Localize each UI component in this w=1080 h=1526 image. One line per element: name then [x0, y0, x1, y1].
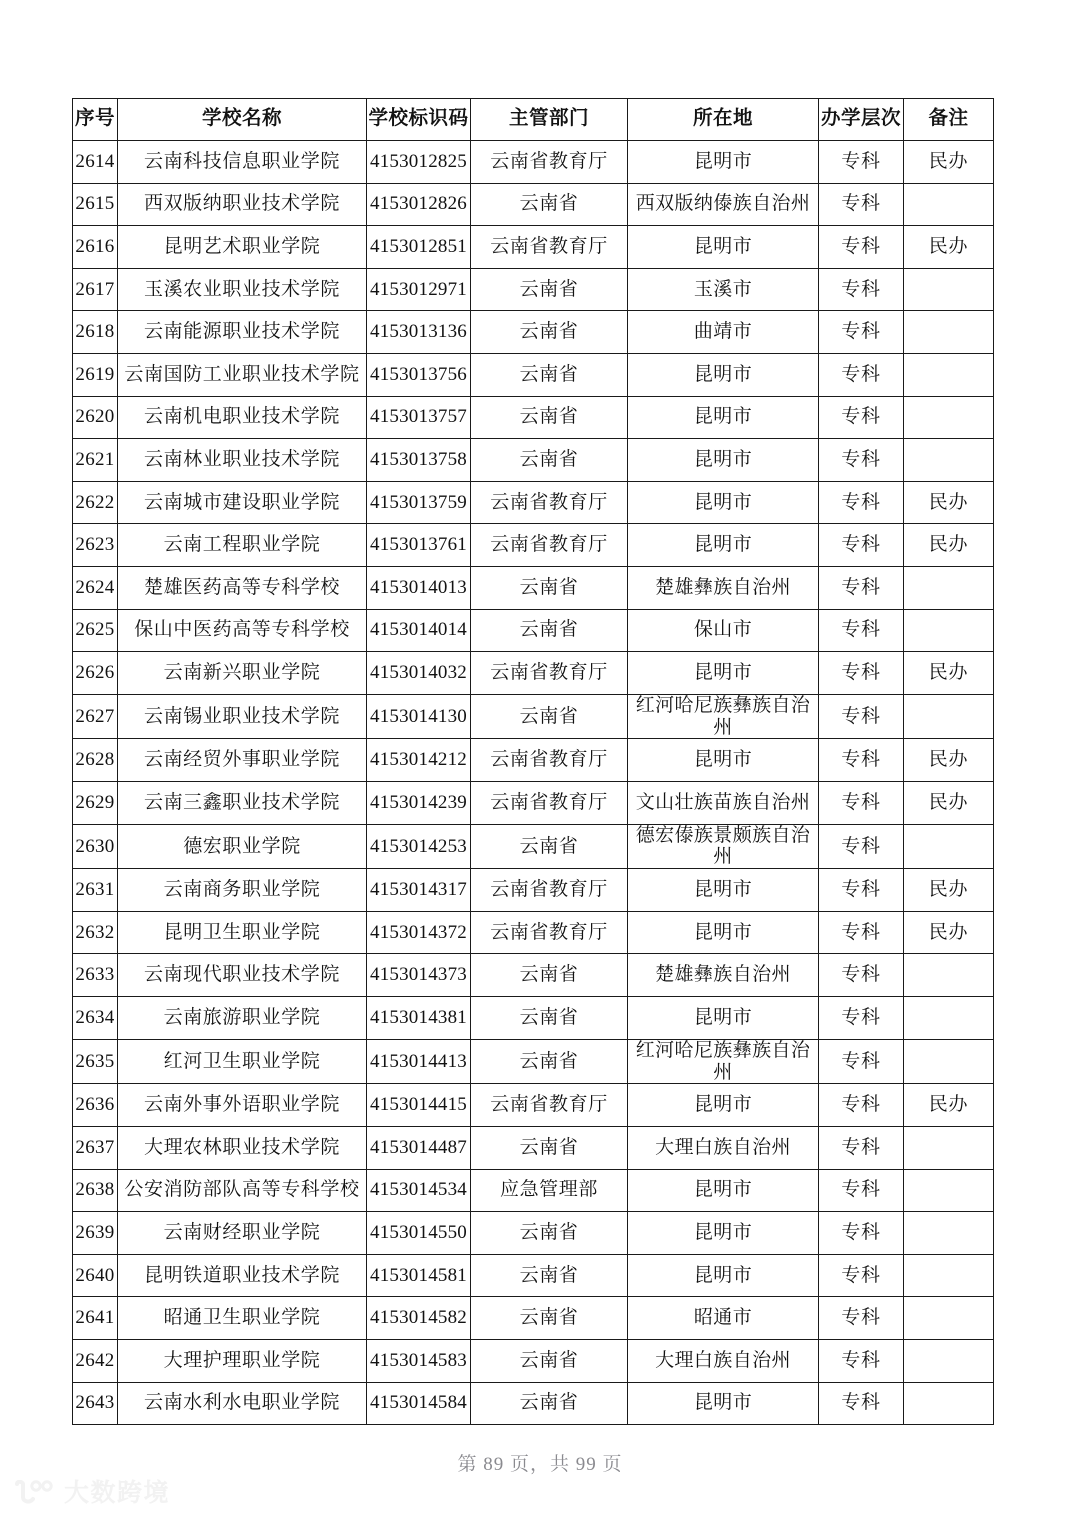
table-row	[73, 1212, 994, 1255]
table-row	[73, 1169, 994, 1212]
cell-dept: 云南省	[471, 694, 628, 739]
cell-level: 专科	[819, 353, 904, 396]
cell-level: 专科	[819, 824, 904, 869]
column-header-note: 备注	[904, 99, 994, 141]
cell-seq: 2621	[73, 439, 118, 482]
cell-dept: 云南省	[471, 954, 628, 997]
table-row	[73, 997, 994, 1040]
cell-name: 云南财经职业学院	[118, 1212, 367, 1255]
cell-name: 大理护理职业学院	[118, 1339, 367, 1382]
cell-note	[904, 566, 994, 609]
cell-code: 4153014583	[367, 1339, 471, 1382]
cell-location: 西双版纳傣族自治州	[628, 183, 819, 226]
cell-code: 4153014584	[367, 1382, 471, 1425]
table-row	[73, 824, 994, 869]
cell-code: 4153012825	[367, 141, 471, 184]
cell-location: 昆明市	[628, 911, 819, 954]
cell-dept: 云南省教育厅	[471, 226, 628, 269]
cell-dept: 应急管理部	[471, 1169, 628, 1212]
cell-seq: 2616	[73, 226, 118, 269]
table-row	[73, 652, 994, 695]
cell-code: 4153014415	[367, 1084, 471, 1127]
cell-name: 楚雄医药高等专科学校	[118, 566, 367, 609]
cell-location: 昆明市	[628, 396, 819, 439]
table-header-row	[73, 99, 994, 141]
cell-code: 4153014130	[367, 694, 471, 739]
cell-note	[904, 1382, 994, 1425]
watermark	[14, 1480, 170, 1506]
cell-note	[904, 439, 994, 482]
cell-code: 4153013757	[367, 396, 471, 439]
cell-dept: 云南省	[471, 1382, 628, 1425]
cell-note	[904, 1297, 994, 1340]
cell-code: 4153014239	[367, 782, 471, 825]
cell-name: 云南现代职业技术学院	[118, 954, 367, 997]
watermark-text: 大数跨境	[64, 1478, 171, 1507]
cell-level: 专科	[819, 1382, 904, 1425]
cell-seq: 2626	[73, 652, 118, 695]
cell-seq: 2628	[73, 739, 118, 782]
cell-name: 云南科技信息职业学院	[118, 141, 367, 184]
cell-note	[904, 311, 994, 354]
cell-note: 民办	[904, 226, 994, 269]
cell-name: 云南工程职业学院	[118, 524, 367, 567]
cell-location: 楚雄彝族自治州	[628, 566, 819, 609]
cell-seq: 2625	[73, 609, 118, 652]
cell-location: 昆明市	[628, 869, 819, 912]
school-registry-table	[72, 98, 994, 1425]
cell-level: 专科	[819, 396, 904, 439]
cell-dept: 云南省	[471, 1212, 628, 1255]
column-header-name: 学校名称	[118, 99, 367, 141]
cell-note: 民办	[904, 141, 994, 184]
cell-level: 专科	[819, 1084, 904, 1127]
cell-note	[904, 824, 994, 869]
cell-note: 民办	[904, 524, 994, 567]
table-row	[73, 226, 994, 269]
cell-seq: 2624	[73, 566, 118, 609]
cell-code: 4153014253	[367, 824, 471, 869]
cell-dept: 云南省	[471, 1339, 628, 1382]
cell-dept: 云南省	[471, 609, 628, 652]
cell-level: 专科	[819, 954, 904, 997]
cell-level: 专科	[819, 183, 904, 226]
cell-note: 民办	[904, 481, 994, 524]
cell-level: 专科	[819, 1169, 904, 1212]
cell-note	[904, 268, 994, 311]
cell-code: 4153014550	[367, 1212, 471, 1255]
cell-code: 4153014372	[367, 911, 471, 954]
cell-seq: 2620	[73, 396, 118, 439]
cell-name: 云南机电职业技术学院	[118, 396, 367, 439]
table-row	[73, 739, 994, 782]
cell-name: 云南新兴职业学院	[118, 652, 367, 695]
cell-name: 云南锡业职业技术学院	[118, 694, 367, 739]
cell-level: 专科	[819, 739, 904, 782]
table-row	[73, 1126, 994, 1169]
cell-note	[904, 183, 994, 226]
cell-dept: 云南省教育厅	[471, 481, 628, 524]
cell-level: 专科	[819, 311, 904, 354]
cell-dept: 云南省	[471, 396, 628, 439]
cell-level: 专科	[819, 1254, 904, 1297]
table-row	[73, 268, 994, 311]
cell-code: 4153013761	[367, 524, 471, 567]
table-row	[73, 609, 994, 652]
cell-seq: 2622	[73, 481, 118, 524]
cell-seq: 2618	[73, 311, 118, 354]
cell-dept: 云南省教育厅	[471, 524, 628, 567]
cell-seq: 2642	[73, 1339, 118, 1382]
cell-note	[904, 1169, 994, 1212]
cell-name: 昆明卫生职业学院	[118, 911, 367, 954]
cell-dept: 云南省	[471, 1254, 628, 1297]
cell-location: 昆明市	[628, 739, 819, 782]
cell-name: 德宏职业学院	[118, 824, 367, 869]
cell-location: 大理白族自治州	[628, 1339, 819, 1382]
cell-name: 红河卫生职业学院	[118, 1039, 367, 1084]
cell-seq: 2617	[73, 268, 118, 311]
column-header-dept: 主管部门	[471, 99, 628, 141]
cell-level: 专科	[819, 1339, 904, 1382]
cell-name: 玉溪农业职业技术学院	[118, 268, 367, 311]
cell-location: 昆明市	[628, 997, 819, 1040]
column-header-seq: 序号	[73, 99, 118, 141]
cell-note	[904, 1339, 994, 1382]
cell-note: 民办	[904, 782, 994, 825]
cell-seq: 2623	[73, 524, 118, 567]
cell-name: 云南国防工业职业技术学院	[118, 353, 367, 396]
cell-code: 4153012851	[367, 226, 471, 269]
cell-level: 专科	[819, 997, 904, 1040]
table-row	[73, 566, 994, 609]
cell-location: 保山市	[628, 609, 819, 652]
table-row	[73, 1084, 994, 1127]
cell-name: 公安消防部队高等专科学校	[118, 1169, 367, 1212]
cell-note: 民办	[904, 739, 994, 782]
cell-location: 昆明市	[628, 1254, 819, 1297]
cell-level: 专科	[819, 1297, 904, 1340]
table-header	[73, 99, 994, 141]
column-header-code: 学校标识码	[367, 99, 471, 141]
cell-location: 昆明市	[628, 652, 819, 695]
cell-code: 4153014373	[367, 954, 471, 997]
cell-location: 昆明市	[628, 524, 819, 567]
cell-level: 专科	[819, 1039, 904, 1084]
school-registry-table-container	[72, 98, 993, 1425]
cell-dept: 云南省	[471, 353, 628, 396]
table-row	[73, 694, 994, 739]
cell-level: 专科	[819, 141, 904, 184]
cell-seq: 2629	[73, 782, 118, 825]
cell-seq: 2615	[73, 183, 118, 226]
column-header-level: 办学层次	[819, 99, 904, 141]
cell-note	[904, 997, 994, 1040]
cell-location: 昆明市	[628, 1382, 819, 1425]
cell-location: 文山壮族苗族自治州	[628, 782, 819, 825]
cell-code: 4153014032	[367, 652, 471, 695]
cell-seq: 2639	[73, 1212, 118, 1255]
cell-seq: 2636	[73, 1084, 118, 1127]
cell-name: 云南水利水电职业学院	[118, 1382, 367, 1425]
cell-location: 昆明市	[628, 1084, 819, 1127]
cell-note	[904, 694, 994, 739]
cell-location: 昆明市	[628, 353, 819, 396]
cell-location: 红河哈尼族彝族自治州	[628, 1039, 819, 1084]
table-row	[73, 396, 994, 439]
cell-seq: 2630	[73, 824, 118, 869]
cell-dept: 云南省教育厅	[471, 782, 628, 825]
cell-dept: 云南省教育厅	[471, 652, 628, 695]
cell-name: 保山中医药高等专科学校	[118, 609, 367, 652]
cell-location: 昆明市	[628, 1212, 819, 1255]
cell-seq: 2638	[73, 1169, 118, 1212]
cell-code: 4153014381	[367, 997, 471, 1040]
cell-dept: 云南省	[471, 997, 628, 1040]
table-row	[73, 911, 994, 954]
cell-code: 4153014014	[367, 609, 471, 652]
watermark-logo-icon	[14, 1480, 56, 1506]
table-row	[73, 311, 994, 354]
cell-seq: 2640	[73, 1254, 118, 1297]
cell-seq: 2632	[73, 911, 118, 954]
cell-level: 专科	[819, 652, 904, 695]
cell-dept: 云南省	[471, 1126, 628, 1169]
cell-level: 专科	[819, 1212, 904, 1255]
table-row	[73, 1382, 994, 1425]
cell-code: 4153012826	[367, 183, 471, 226]
cell-location: 德宏傣族景颇族自治州	[628, 824, 819, 869]
table-body	[73, 141, 994, 1425]
cell-dept: 云南省教育厅	[471, 869, 628, 912]
cell-seq: 2614	[73, 141, 118, 184]
cell-location: 昆明市	[628, 226, 819, 269]
cell-note	[904, 1126, 994, 1169]
table-row	[73, 481, 994, 524]
column-header-location: 所在地	[628, 99, 819, 141]
cell-level: 专科	[819, 481, 904, 524]
table-row	[73, 524, 994, 567]
cell-dept: 云南省	[471, 268, 628, 311]
table-row	[73, 183, 994, 226]
table-row	[73, 1039, 994, 1084]
cell-name: 云南商务职业学院	[118, 869, 367, 912]
table-row	[73, 1297, 994, 1340]
table-row	[73, 954, 994, 997]
cell-level: 专科	[819, 524, 904, 567]
table-row	[73, 439, 994, 482]
cell-code: 4153014487	[367, 1126, 471, 1169]
cell-note	[904, 396, 994, 439]
cell-name: 云南林业职业技术学院	[118, 439, 367, 482]
cell-name: 云南能源职业技术学院	[118, 311, 367, 354]
table-row	[73, 869, 994, 912]
cell-note	[904, 353, 994, 396]
table-row	[73, 141, 994, 184]
cell-location: 昆明市	[628, 439, 819, 482]
cell-seq: 2643	[73, 1382, 118, 1425]
cell-location: 昭通市	[628, 1297, 819, 1340]
cell-location: 玉溪市	[628, 268, 819, 311]
cell-dept: 云南省	[471, 566, 628, 609]
page-number-footer: 第 89 页，共 99 页	[457, 1454, 623, 1475]
cell-code: 4153014013	[367, 566, 471, 609]
cell-code: 4153014212	[367, 739, 471, 782]
cell-level: 专科	[819, 226, 904, 269]
cell-seq: 2619	[73, 353, 118, 396]
cell-dept: 云南省	[471, 1297, 628, 1340]
cell-dept: 云南省	[471, 183, 628, 226]
cell-dept: 云南省	[471, 439, 628, 482]
table-row	[73, 353, 994, 396]
cell-dept: 云南省	[471, 824, 628, 869]
cell-note: 民办	[904, 652, 994, 695]
cell-location: 红河哈尼族彝族自治州	[628, 694, 819, 739]
cell-level: 专科	[819, 911, 904, 954]
cell-level: 专科	[819, 694, 904, 739]
cell-note: 民办	[904, 911, 994, 954]
cell-level: 专科	[819, 869, 904, 912]
cell-dept: 云南省教育厅	[471, 141, 628, 184]
cell-seq: 2635	[73, 1039, 118, 1084]
cell-dept: 云南省教育厅	[471, 739, 628, 782]
cell-code: 4153013759	[367, 481, 471, 524]
cell-seq: 2627	[73, 694, 118, 739]
cell-seq: 2633	[73, 954, 118, 997]
cell-location: 昆明市	[628, 1169, 819, 1212]
cell-seq: 2641	[73, 1297, 118, 1340]
cell-code: 4153013756	[367, 353, 471, 396]
cell-level: 专科	[819, 439, 904, 482]
cell-name: 大理农林职业技术学院	[118, 1126, 367, 1169]
cell-name: 云南三鑫职业技术学院	[118, 782, 367, 825]
cell-note	[904, 1212, 994, 1255]
cell-location: 昆明市	[628, 481, 819, 524]
cell-name: 云南外事外语职业学院	[118, 1084, 367, 1127]
cell-code: 4153014317	[367, 869, 471, 912]
cell-level: 专科	[819, 1126, 904, 1169]
cell-code: 4153014582	[367, 1297, 471, 1340]
cell-seq: 2631	[73, 869, 118, 912]
cell-code: 4153014534	[367, 1169, 471, 1212]
cell-note	[904, 954, 994, 997]
cell-seq: 2634	[73, 997, 118, 1040]
cell-dept: 云南省教育厅	[471, 911, 628, 954]
cell-code: 4153014413	[367, 1039, 471, 1084]
cell-location: 大理白族自治州	[628, 1126, 819, 1169]
cell-name: 昭通卫生职业学院	[118, 1297, 367, 1340]
cell-name: 云南经贸外事职业学院	[118, 739, 367, 782]
table-row	[73, 782, 994, 825]
cell-level: 专科	[819, 609, 904, 652]
cell-level: 专科	[819, 566, 904, 609]
cell-name: 云南旅游职业学院	[118, 997, 367, 1040]
cell-note	[904, 1039, 994, 1084]
cell-name: 昆明艺术职业学院	[118, 226, 367, 269]
cell-code: 4153014581	[367, 1254, 471, 1297]
cell-dept: 云南省	[471, 1039, 628, 1084]
cell-note	[904, 609, 994, 652]
cell-level: 专科	[819, 782, 904, 825]
cell-location: 昆明市	[628, 141, 819, 184]
cell-name: 昆明铁道职业技术学院	[118, 1254, 367, 1297]
cell-location: 曲靖市	[628, 311, 819, 354]
cell-location: 楚雄彝族自治州	[628, 954, 819, 997]
cell-note: 民办	[904, 1084, 994, 1127]
cell-dept: 云南省	[471, 311, 628, 354]
cell-code: 4153013758	[367, 439, 471, 482]
cell-code: 4153012971	[367, 268, 471, 311]
table-row	[73, 1339, 994, 1382]
cell-code: 4153013136	[367, 311, 471, 354]
cell-level: 专科	[819, 268, 904, 311]
cell-dept: 云南省教育厅	[471, 1084, 628, 1127]
cell-name: 云南城市建设职业学院	[118, 481, 367, 524]
cell-note: 民办	[904, 869, 994, 912]
table-row	[73, 1254, 994, 1297]
cell-name: 西双版纳职业技术学院	[118, 183, 367, 226]
cell-seq: 2637	[73, 1126, 118, 1169]
cell-note	[904, 1254, 994, 1297]
